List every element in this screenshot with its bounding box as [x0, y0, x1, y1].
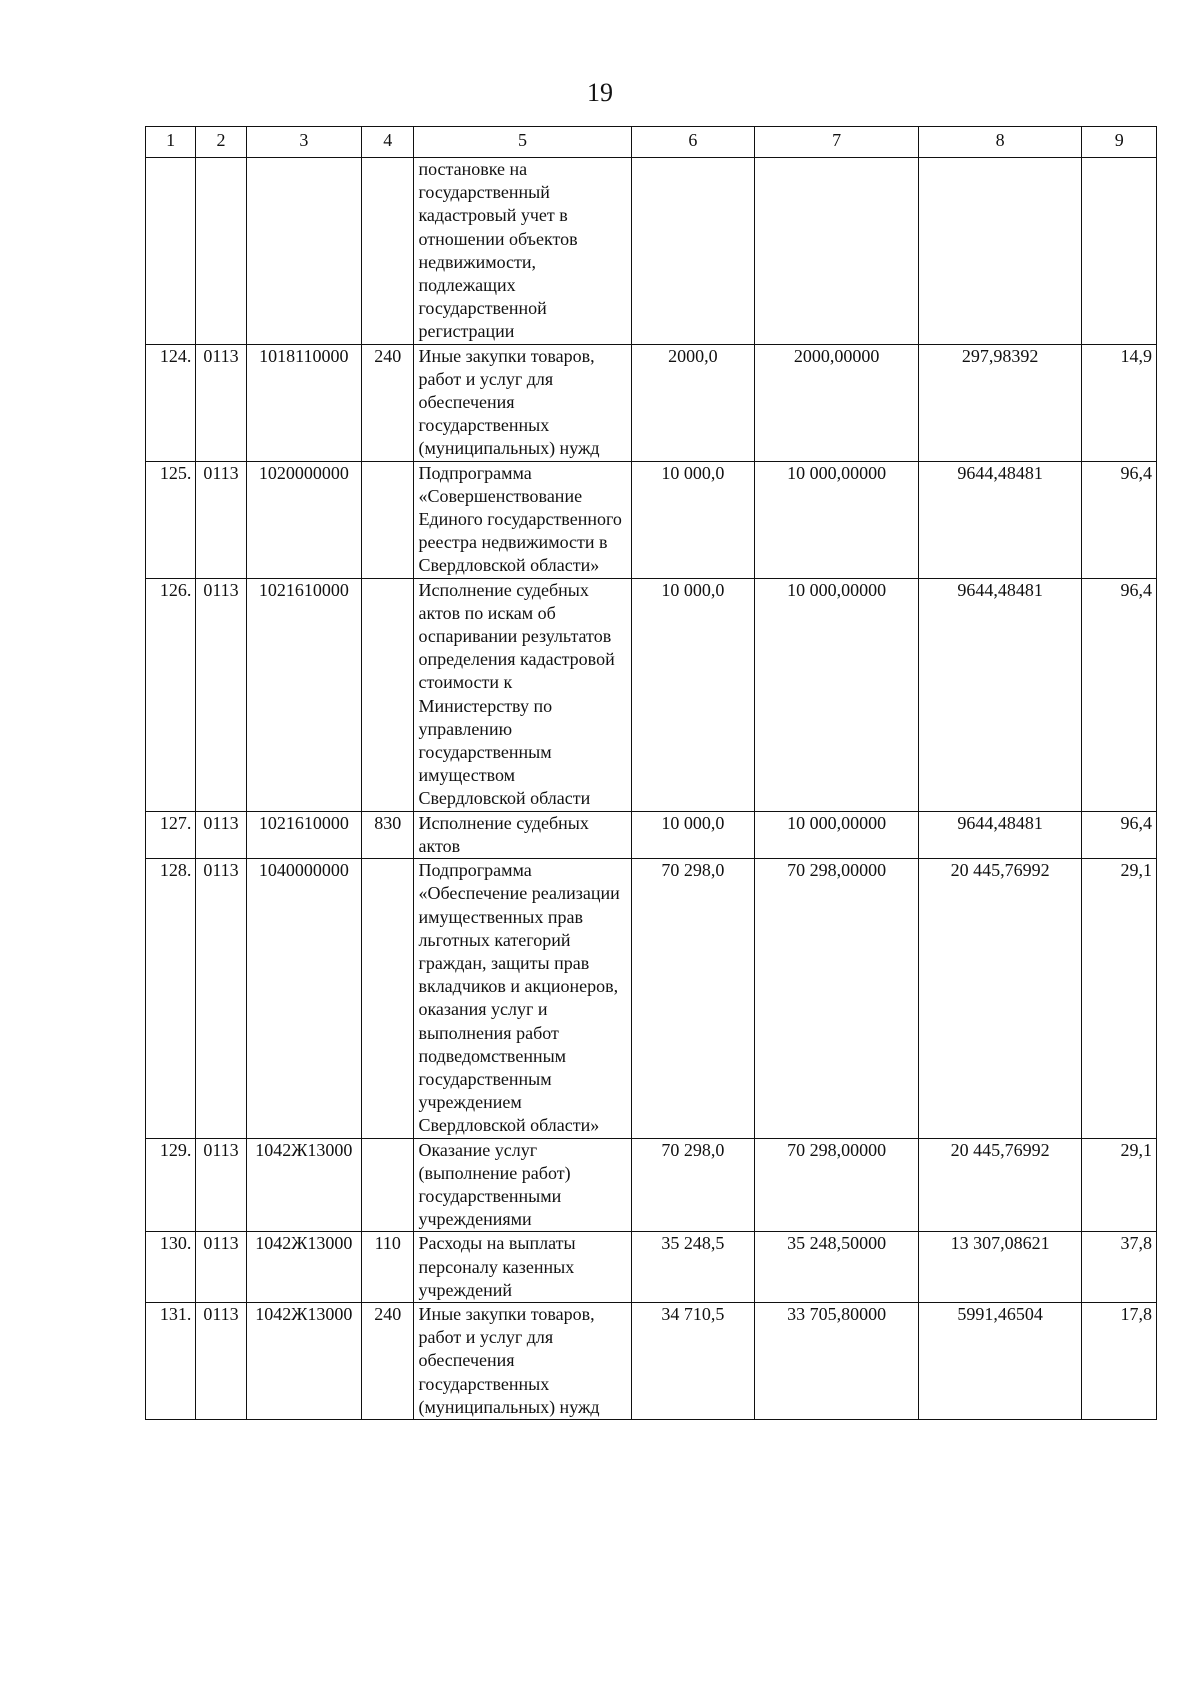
approved-amount: 34 710,5: [631, 1302, 755, 1419]
approved-amount: 35 248,5: [631, 1232, 755, 1303]
execution-percent: 29,1: [1082, 859, 1157, 1138]
item-name: Иные закупки товаров, работ и услуг для обеспечения государственных (муниципальных) нужд: [414, 1302, 631, 1419]
column-header: 6: [631, 127, 755, 158]
limits-amount: 10 000,00000: [755, 811, 919, 858]
column-header-row: [146, 127, 1157, 158]
approved-amount: 70 298,0: [631, 1138, 755, 1232]
approved-amount: 10 000,0: [631, 811, 755, 858]
column-header: 9: [1082, 127, 1157, 158]
table-row: [146, 158, 1157, 345]
expense-type: [362, 859, 414, 1138]
expense-type: 110: [362, 1232, 414, 1303]
executed-amount: 9644,48481: [918, 578, 1082, 811]
section-code: [196, 158, 246, 345]
section-code: 0113: [196, 859, 246, 1138]
section-code: 0113: [196, 1138, 246, 1232]
target-code: 1042Ж13000: [246, 1302, 361, 1419]
row-number: 127.: [146, 811, 196, 858]
approved-amount: [631, 158, 755, 345]
column-header: 4: [362, 127, 414, 158]
target-code: 1042Ж13000: [246, 1138, 361, 1232]
section-code: 0113: [196, 1232, 246, 1303]
limits-amount: 2000,00000: [755, 344, 919, 461]
expense-type: [362, 461, 414, 578]
approved-amount: 10 000,0: [631, 461, 755, 578]
item-name: Подпрограмма «Совершенствование Единого государственного реестра недвижимости в Свердловской области»: [414, 461, 631, 578]
target-code: 1042Ж13000: [246, 1232, 361, 1303]
target-code: [246, 158, 361, 345]
row-number: 125.: [146, 461, 196, 578]
page-number: 19: [587, 78, 613, 107]
item-name: Иные закупки товаров, работ и услуг для обеспечения государственных (муниципальных) нужд: [414, 344, 631, 461]
limits-amount: 35 248,50000: [755, 1232, 919, 1303]
table-row: [146, 1232, 1157, 1303]
row-number: 126.: [146, 578, 196, 811]
executed-amount: 5991,46504: [918, 1302, 1082, 1419]
item-name: Расходы на выплаты персоналу казенных учреждений: [414, 1232, 631, 1303]
item-name: постановке на государственный кадастровый учет в отношении объектов недвижимости, подлежащих государственной регистрации: [414, 158, 631, 345]
executed-amount: 9644,48481: [918, 461, 1082, 578]
executed-amount: [918, 158, 1082, 345]
limits-amount: 33 705,80000: [755, 1302, 919, 1419]
target-code: 1040000000: [246, 859, 361, 1138]
section-code: 0113: [196, 811, 246, 858]
execution-percent: 17,8: [1082, 1302, 1157, 1419]
limits-amount: 10 000,00000: [755, 578, 919, 811]
column-header: 1: [146, 127, 196, 158]
item-name: Оказание услуг (выполнение работ) государственными учреждениями: [414, 1138, 631, 1232]
item-name: Исполнение судебных актов по искам об оспаривании результатов определения кадастровой стоимости к Министерству по управлению государственным имуществом Свердловской области: [414, 578, 631, 811]
target-code: 1021610000: [246, 578, 361, 811]
limits-amount: [755, 158, 919, 345]
section-code: 0113: [196, 578, 246, 811]
expense-type: 830: [362, 811, 414, 858]
approved-amount: 2000,0: [631, 344, 755, 461]
table-row: [146, 859, 1157, 1138]
execution-percent: 37,8: [1082, 1232, 1157, 1303]
column-header: 2: [196, 127, 246, 158]
table-row: [146, 344, 1157, 461]
row-number: 124.: [146, 344, 196, 461]
execution-percent: 96,4: [1082, 461, 1157, 578]
table-row: [146, 578, 1157, 811]
row-number: 130.: [146, 1232, 196, 1303]
budget-table: [145, 126, 1157, 1420]
table-row: [146, 1138, 1157, 1232]
section-code: 0113: [196, 461, 246, 578]
table-row: [146, 811, 1157, 858]
executed-amount: 13 307,08621: [918, 1232, 1082, 1303]
column-header: 8: [918, 127, 1082, 158]
row-number: [146, 158, 196, 345]
column-header: 5: [414, 127, 631, 158]
approved-amount: 10 000,0: [631, 578, 755, 811]
limits-amount: 10 000,00000: [755, 461, 919, 578]
executed-amount: 20 445,76992: [918, 1138, 1082, 1232]
executed-amount: 20 445,76992: [918, 859, 1082, 1138]
expense-type: 240: [362, 344, 414, 461]
executed-amount: 9644,48481: [918, 811, 1082, 858]
item-name: Исполнение судебных актов: [414, 811, 631, 858]
expense-type: [362, 578, 414, 811]
column-header: 3: [246, 127, 361, 158]
execution-percent: 96,4: [1082, 811, 1157, 858]
table-row: [146, 461, 1157, 578]
item-name: Подпрограмма «Обеспечение реализации имущественных прав льготных категорий граждан, защиты прав вкладчиков и акционеров, оказания услуг и выполнения работ подведомственным государственным учреждением Свердловской области»: [414, 859, 631, 1138]
column-header: 7: [755, 127, 919, 158]
expense-type: 240: [362, 1302, 414, 1419]
row-number: 129.: [146, 1138, 196, 1232]
target-code: 1018110000: [246, 344, 361, 461]
row-number: 128.: [146, 859, 196, 1138]
approved-amount: 70 298,0: [631, 859, 755, 1138]
target-code: 1020000000: [246, 461, 361, 578]
table-row: [146, 1302, 1157, 1419]
execution-percent: 29,1: [1082, 1138, 1157, 1232]
execution-percent: 14,9: [1082, 344, 1157, 461]
expense-type: [362, 158, 414, 345]
target-code: 1021610000: [246, 811, 361, 858]
execution-percent: [1082, 158, 1157, 345]
execution-percent: 96,4: [1082, 578, 1157, 811]
limits-amount: 70 298,00000: [755, 1138, 919, 1232]
section-code: 0113: [196, 344, 246, 461]
section-code: 0113: [196, 1302, 246, 1419]
row-number: 131.: [146, 1302, 196, 1419]
expense-type: [362, 1138, 414, 1232]
limits-amount: 70 298,00000: [755, 859, 919, 1138]
executed-amount: 297,98392: [918, 344, 1082, 461]
